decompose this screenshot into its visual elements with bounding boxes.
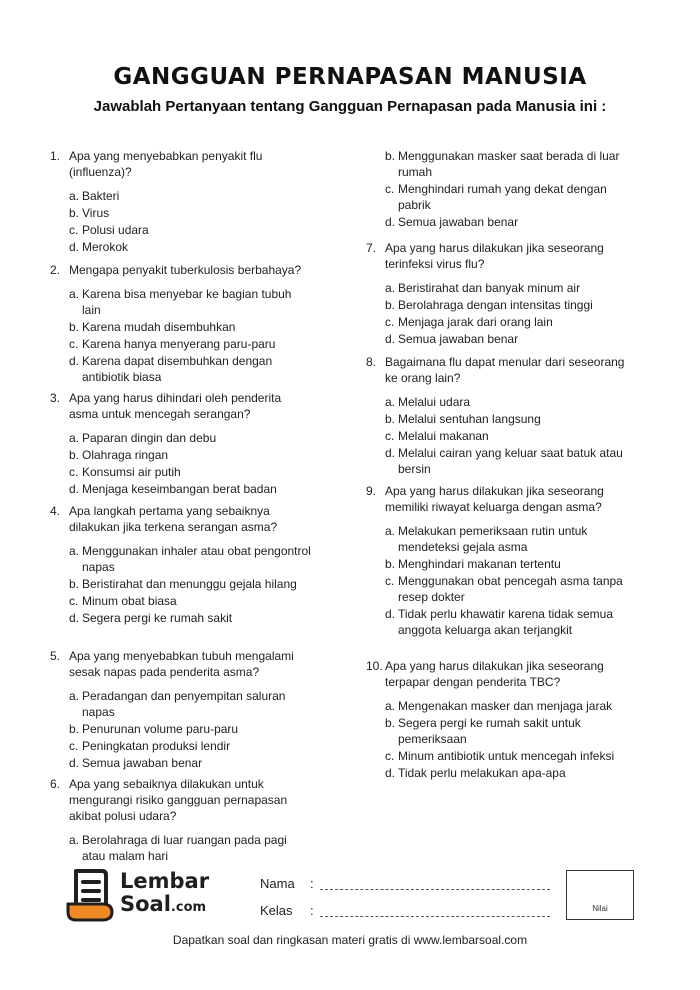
option-text: Karena hanya menyerang paru-paru bbox=[82, 337, 276, 351]
option-text: Segera pergi ke rumah sakit untuk pemeriksaan bbox=[398, 716, 581, 746]
option-letter: b. bbox=[385, 557, 396, 571]
worksheet-title: GANGGUAN PERNAPASAN MANUSIA bbox=[113, 64, 587, 90]
answer-option[interactable] bbox=[69, 738, 312, 754]
option-text: Melakukan pemeriksaan rutin untuk mendeteksi gejala asma bbox=[398, 524, 588, 554]
question-2 bbox=[50, 262, 312, 386]
option-text: Beristirahat dan banyak minum air bbox=[398, 281, 581, 295]
question-number: 3. bbox=[50, 391, 61, 405]
answer-options bbox=[366, 280, 628, 347]
question-text: Apa yang menyebabkan penyakit flu (influenza)? bbox=[69, 149, 263, 179]
option-text: Menghindari rumah yang dekat dengan pabrik bbox=[398, 182, 607, 212]
option-letter: a. bbox=[69, 431, 80, 445]
option-letter: b. bbox=[69, 320, 80, 334]
answer-option[interactable] bbox=[385, 181, 628, 213]
question-1 bbox=[50, 148, 312, 256]
nama-label: Nama bbox=[260, 876, 295, 891]
answer-options bbox=[50, 188, 312, 255]
option-letter: c. bbox=[385, 574, 395, 588]
answer-option[interactable] bbox=[385, 698, 628, 714]
option-text: Menjaga jarak dari orang lain bbox=[398, 315, 553, 329]
option-letter: d. bbox=[69, 354, 80, 368]
option-text: Melalui sentuhan langsung bbox=[398, 412, 541, 426]
question-number: 6. bbox=[50, 777, 61, 791]
option-text: Menggunakan inhaler atau obat pengontrol napas bbox=[82, 544, 311, 574]
question-7 bbox=[366, 240, 628, 348]
option-letter: d. bbox=[69, 240, 80, 254]
answer-option[interactable] bbox=[385, 331, 628, 347]
question-4 bbox=[50, 503, 312, 627]
question-8 bbox=[366, 354, 628, 478]
option-letter: d. bbox=[385, 215, 396, 229]
option-letter: d. bbox=[385, 446, 396, 460]
option-letter: b. bbox=[385, 412, 396, 426]
logo-line-1: Lembar bbox=[120, 869, 210, 893]
option-text: Minum antibiotik untuk mencegah infeksi bbox=[398, 749, 615, 763]
answer-option[interactable] bbox=[69, 481, 312, 497]
question-text-block bbox=[366, 658, 628, 690]
answer-options bbox=[366, 394, 628, 477]
option-letter: a. bbox=[69, 544, 80, 558]
answer-option[interactable] bbox=[69, 336, 312, 352]
option-text: Olahraga ringan bbox=[82, 448, 169, 462]
option-text: Minum obat biasa bbox=[82, 594, 177, 608]
option-letter: b. bbox=[69, 577, 80, 591]
answer-option[interactable] bbox=[385, 148, 628, 180]
option-text: Peningkatan produksi lendir bbox=[82, 739, 231, 753]
question-6-continued bbox=[366, 148, 628, 231]
question-text-block bbox=[50, 262, 312, 278]
answer-option[interactable] bbox=[69, 222, 312, 238]
answer-option[interactable] bbox=[385, 280, 628, 296]
option-text: Penurunan volume paru-paru bbox=[82, 722, 239, 736]
option-letter: a. bbox=[385, 699, 396, 713]
option-letter: c. bbox=[69, 594, 79, 608]
nama-colon: : bbox=[310, 876, 314, 891]
question-number: 2. bbox=[50, 263, 61, 277]
answer-option[interactable] bbox=[69, 188, 312, 204]
kelas-label: Kelas bbox=[260, 903, 293, 918]
answer-option[interactable] bbox=[385, 411, 628, 427]
answer-option[interactable] bbox=[385, 394, 628, 410]
question-number: 10. bbox=[366, 659, 383, 673]
option-letter: d. bbox=[385, 766, 396, 780]
option-letter: d. bbox=[69, 482, 80, 496]
question-text-block bbox=[50, 776, 312, 824]
option-letter: b. bbox=[69, 722, 80, 736]
question-text-block bbox=[366, 483, 628, 515]
answer-option[interactable] bbox=[69, 543, 312, 575]
question-text-block bbox=[50, 390, 312, 422]
option-letter: c. bbox=[69, 465, 79, 479]
answer-options bbox=[50, 286, 312, 385]
option-text: Polusi udara bbox=[82, 223, 149, 237]
answer-option[interactable] bbox=[69, 688, 312, 720]
option-text: Melalui cairan yang keluar saat batuk atau bersin bbox=[398, 446, 623, 476]
question-number: 5. bbox=[50, 649, 61, 663]
question-text: Apa yang harus dilakukan jika seseorang terinfeksi virus flu? bbox=[385, 241, 604, 271]
option-text: Semua jawaban benar bbox=[82, 756, 203, 770]
option-letter: b. bbox=[385, 149, 396, 163]
option-letter: c. bbox=[385, 182, 395, 196]
answer-option[interactable] bbox=[69, 205, 312, 221]
question-number: 4. bbox=[50, 504, 61, 518]
answer-options bbox=[366, 698, 628, 781]
option-text: Berolahraga di luar ruangan pada pagi atau malam hari bbox=[82, 833, 287, 863]
answer-options bbox=[50, 832, 312, 864]
answer-option[interactable] bbox=[385, 606, 628, 638]
option-letter: d. bbox=[69, 756, 80, 770]
question-number: 9. bbox=[366, 484, 377, 498]
answer-option[interactable] bbox=[69, 447, 312, 463]
option-text: Menjaga keseimbangan berat badan bbox=[82, 482, 277, 496]
option-text: Tidak perlu melakukan apa-apa bbox=[398, 766, 566, 780]
option-text: Segera pergi ke rumah sakit bbox=[82, 611, 233, 625]
question-text: Apa yang menyebabkan tubuh mengalami sesak napas pada penderita asma? bbox=[69, 649, 294, 679]
answer-options bbox=[366, 148, 628, 230]
option-letter: d. bbox=[385, 607, 396, 621]
option-text: Virus bbox=[82, 206, 110, 220]
option-letter: b. bbox=[69, 206, 80, 220]
answer-option[interactable] bbox=[69, 593, 312, 609]
answer-options bbox=[50, 543, 312, 626]
answer-option[interactable] bbox=[385, 573, 628, 605]
answer-option[interactable] bbox=[385, 214, 628, 230]
option-text: Karena bisa menyebar ke bagian tubuh lain bbox=[82, 287, 292, 317]
question-text-block bbox=[50, 648, 312, 680]
option-text: Beristirahat dan menunggu gejala hilang bbox=[82, 577, 297, 591]
answer-option[interactable] bbox=[69, 576, 312, 592]
question-9 bbox=[366, 483, 628, 639]
question-number: 8. bbox=[366, 355, 377, 369]
logo-suffix: .com bbox=[170, 900, 207, 915]
answer-option[interactable] bbox=[385, 445, 628, 477]
answer-option[interactable] bbox=[69, 430, 312, 446]
option-letter: b. bbox=[385, 298, 396, 312]
question-text-block bbox=[50, 503, 312, 535]
option-letter: d. bbox=[385, 332, 396, 346]
question-text: Apa yang sebaiknya dilakukan untuk mengurangi risiko gangguan pernapasan akibat polusi udara? bbox=[69, 777, 288, 823]
option-letter: b. bbox=[69, 448, 80, 462]
option-letter: a. bbox=[69, 189, 80, 203]
question-10 bbox=[366, 658, 628, 782]
answer-option[interactable] bbox=[69, 755, 312, 771]
answer-options bbox=[50, 688, 312, 771]
question-text: Apa yang harus dilakukan jika seseorang terpapar dengan penderita TBC? bbox=[385, 659, 604, 689]
nilai-score-box[interactable] bbox=[566, 870, 634, 920]
answer-option[interactable] bbox=[385, 314, 628, 330]
option-letter: b. bbox=[385, 716, 396, 730]
option-text: Melalui makanan bbox=[398, 429, 489, 443]
worksheet-instructions: Jawablah Pertanyaan tentang Gangguan Pernapasan pada Manusia ini : bbox=[93, 98, 607, 115]
answer-option[interactable] bbox=[385, 556, 628, 572]
answer-option[interactable] bbox=[69, 286, 312, 318]
option-text: Bakteri bbox=[82, 189, 120, 203]
question-text: Bagaimana flu dapat menular dari seseorang ke orang lain? bbox=[385, 355, 625, 385]
option-letter: d. bbox=[69, 611, 80, 625]
nilai-label: Nilai bbox=[592, 904, 608, 913]
answer-option[interactable] bbox=[385, 748, 628, 764]
option-letter: c. bbox=[69, 337, 79, 351]
option-letter: a. bbox=[69, 287, 80, 301]
option-text: Menggunakan masker saat berada di luar rumah bbox=[398, 149, 620, 179]
option-letter: a. bbox=[69, 833, 80, 847]
answer-option[interactable] bbox=[69, 464, 312, 480]
option-text: Menggunakan obat pencegah asma tanpa resep dokter bbox=[398, 574, 623, 604]
worksheet-icon bbox=[66, 868, 116, 924]
option-text: Karena mudah disembuhkan bbox=[82, 320, 236, 334]
logo-wordmark bbox=[120, 870, 209, 919]
option-text: Peradangan dan penyempitan saluran napas bbox=[82, 689, 286, 719]
kelas-input-line[interactable] bbox=[320, 916, 550, 917]
option-text: Tidak perlu khawatir karena tidak semua anggota keluarga akan terjangkit bbox=[398, 607, 613, 637]
question-text: Apa yang harus dihindari oleh penderita asma untuk mencegah serangan? bbox=[69, 391, 282, 421]
option-text: Karena dapat disembuhkan dengan antibiotik biasa bbox=[82, 354, 273, 384]
option-text: Paparan dingin dan debu bbox=[82, 431, 217, 445]
answer-option[interactable] bbox=[69, 353, 312, 385]
lembarsoal-logo bbox=[66, 868, 226, 924]
answer-options bbox=[366, 523, 628, 638]
option-text: Semua jawaban benar bbox=[398, 215, 519, 229]
answer-option[interactable] bbox=[385, 297, 628, 313]
question-number: 7. bbox=[366, 241, 377, 255]
option-text: Melalui udara bbox=[398, 395, 471, 409]
question-5 bbox=[50, 648, 312, 772]
option-letter: c. bbox=[69, 223, 79, 237]
answer-option[interactable] bbox=[69, 239, 312, 255]
kelas-colon: : bbox=[310, 903, 314, 918]
question-text-block bbox=[366, 354, 628, 386]
question-3 bbox=[50, 390, 312, 498]
nama-input-line[interactable] bbox=[320, 889, 550, 890]
option-letter: a. bbox=[385, 281, 396, 295]
option-letter: c. bbox=[385, 749, 395, 763]
answer-option[interactable] bbox=[69, 832, 312, 864]
footer-text: Dapatkan soal dan ringkasan materi gratis di www.lembarsoal.com bbox=[172, 933, 528, 947]
option-text: Semua jawaban benar bbox=[398, 332, 519, 346]
question-number: 1. bbox=[50, 149, 61, 163]
question-text-block bbox=[366, 240, 628, 272]
answer-option[interactable] bbox=[385, 523, 628, 555]
question-text: Mengapa penyakit tuberkulosis berbahaya? bbox=[69, 263, 302, 277]
option-letter: a. bbox=[69, 689, 80, 703]
logo-line-2: Soal bbox=[120, 892, 171, 916]
option-text: Berolahraga dengan intensitas tinggi bbox=[398, 298, 593, 312]
option-letter: c. bbox=[69, 739, 79, 753]
answer-option[interactable] bbox=[69, 610, 312, 626]
answer-option[interactable] bbox=[385, 428, 628, 444]
question-text: Apa langkah pertama yang sebaiknya dilakukan jika terkena serangan asma? bbox=[69, 504, 278, 534]
option-letter: a. bbox=[385, 395, 396, 409]
answer-option[interactable] bbox=[385, 765, 628, 781]
option-text: Konsumsi air putih bbox=[82, 465, 181, 479]
option-text: Menghindari makanan tertentu bbox=[398, 557, 561, 571]
option-text: Merokok bbox=[82, 240, 129, 254]
answer-option[interactable] bbox=[385, 715, 628, 747]
option-letter: a. bbox=[385, 524, 396, 538]
question-6 bbox=[50, 776, 312, 865]
question-text-block bbox=[50, 148, 312, 180]
answer-option[interactable] bbox=[69, 721, 312, 737]
option-letter: c. bbox=[385, 429, 395, 443]
answer-option[interactable] bbox=[69, 319, 312, 335]
option-letter: c. bbox=[385, 315, 395, 329]
question-text: Apa yang harus dilakukan jika seseorang memiliki riwayat keluarga dengan asma? bbox=[385, 484, 604, 514]
answer-options bbox=[50, 430, 312, 497]
option-text: Mengenakan masker dan menjaga jarak bbox=[398, 699, 613, 713]
